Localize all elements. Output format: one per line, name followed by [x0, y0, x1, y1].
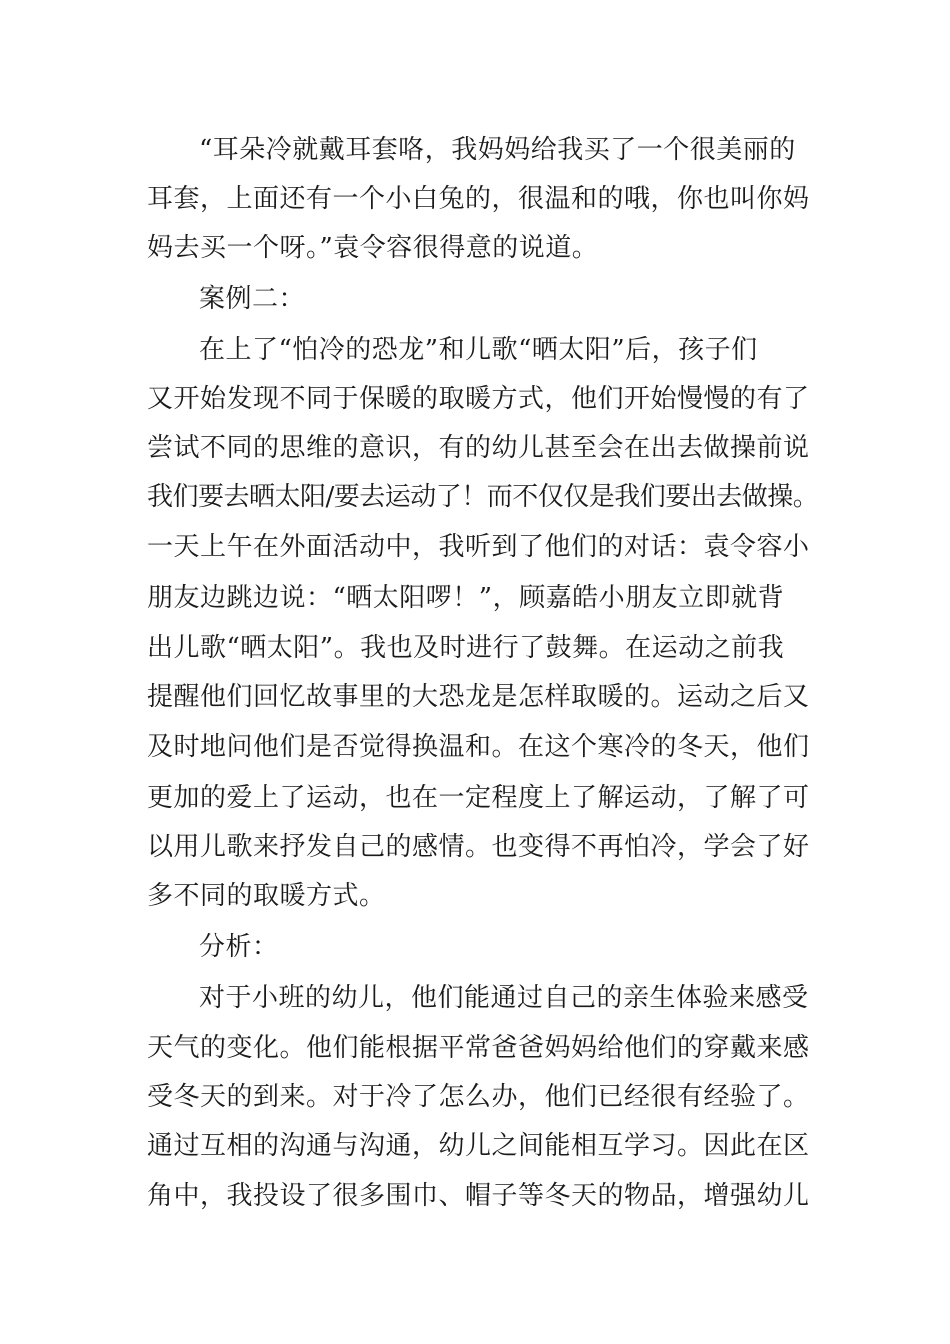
paragraph-line: 通过互相的沟通与沟通，幼儿之间能相互学习。因此在区 [147, 1131, 810, 1161]
paragraph-line: 角中，我投设了很多围巾、帽子等冬天的物品，增强幼儿 [147, 1181, 810, 1211]
paragraph-line: 提醒他们回忆故事里的大恐龙是怎样取暖的。运动之后又 [147, 682, 810, 712]
paragraph-line: 天气的变化。他们能根据平常爸爸妈妈给他们的穿戴来感 [147, 1033, 810, 1063]
paragraph-line: 我们要去晒太阳/要去运动了！而不仅仅是我们要出去做操。 [147, 482, 819, 512]
paragraph-line: 一天上午在外面活动中，我听到了他们的对话：袁令容小 [147, 532, 810, 562]
paragraph-line: 在上了“怕冷的恐龙”和儿歌“晒太阳”后，孩子们 [199, 335, 758, 365]
paragraph-line: 以用儿歌来抒发自己的感情。也变得不再怕冷，学会了好 [147, 832, 810, 862]
paragraph-line: 更加的爱上了运动，也在一定程度上了解运动，了解了可 [147, 783, 810, 813]
paragraph-line: 多不同的取暖方式。 [147, 881, 386, 911]
paragraph-line: 耳套，上面还有一个小白兔的，很温和的哦，你也叫你妈 [147, 184, 810, 214]
paragraph-line: 尝试不同的思维的意识，有的幼儿甚至会在出去做操前说 [147, 433, 810, 463]
paragraph-line: 朋友边跳边说：“晒太阳啰！”，顾嘉皓小朋友立即就背 [147, 583, 785, 613]
paragraph-line: “耳朵冷就戴耳套咯，我妈妈给我买了一个很美丽的 [199, 135, 796, 165]
paragraph-line: 妈去买一个呀。”袁令容很得意的说道。 [147, 233, 599, 263]
paragraph-line: 受冬天的到来。对于冷了怎么办，他们已经很有经验了。 [147, 1082, 810, 1112]
paragraph-line: 及时地问他们是否觉得换温和。在这个寒冷的冬天，他们 [147, 732, 810, 762]
paragraph-line: 出儿歌“晒太阳”。我也及时进行了鼓舞。在运动之前我 [147, 633, 785, 663]
section-heading: 案例二： [199, 284, 306, 314]
section-heading: 分析： [199, 932, 279, 962]
paragraph-line: 又开始发现不同于保暖的取暖方式，他们开始慢慢的有了 [147, 384, 810, 414]
paragraph-line: 对于小班的幼儿，他们能通过自己的亲生体验来感受 [199, 983, 809, 1013]
